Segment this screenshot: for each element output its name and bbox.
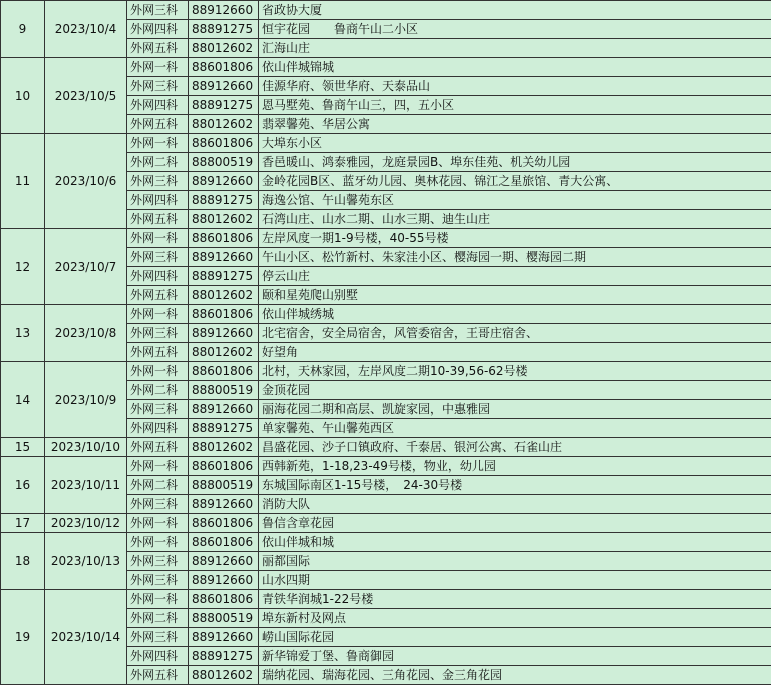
phone-cell: 88891275: [189, 20, 259, 39]
department-cell: 外网一科: [127, 533, 189, 552]
table-row: [1, 305, 771, 324]
department-cell: 外网五科: [127, 286, 189, 305]
phone-cell: 88891275: [189, 191, 259, 210]
service-area-cell: 金岭花园B区、蓝牙幼儿园、奥林花园、锦江之星旅馆、青大公寓、: [259, 172, 771, 191]
sequence-number-cell: 16: [1, 457, 45, 514]
service-area-cell: 西韩新苑，1-18,23-49号楼，物业，幼儿园: [259, 457, 771, 476]
phone-cell: 88800519: [189, 381, 259, 400]
phone-cell: 88800519: [189, 476, 259, 495]
department-cell: 外网三科: [127, 552, 189, 571]
table-row: [1, 533, 771, 552]
phone-cell: 88912660: [189, 495, 259, 514]
service-area-cell: 午山小区、松竹新村、朱家洼小区、樱海园一期、樱海园二期: [259, 248, 771, 267]
phone-cell: 88012602: [189, 210, 259, 229]
phone-cell: 88912660: [189, 77, 259, 96]
phone-cell: 88601806: [189, 514, 259, 533]
service-area-cell: 丽都国际: [259, 552, 771, 571]
department-cell: 外网三科: [127, 1, 189, 20]
service-area-cell: 大埠东小区: [259, 134, 771, 153]
department-cell: 外网二科: [127, 381, 189, 400]
date-cell: 2023/10/7: [45, 229, 127, 305]
sequence-number-cell: 11: [1, 134, 45, 229]
table-row: [1, 58, 771, 77]
date-cell: 2023/10/13: [45, 533, 127, 590]
service-area-cell: 汇海山庄: [259, 39, 771, 58]
phone-cell: 88012602: [189, 438, 259, 457]
table-row: [1, 362, 771, 381]
service-area-cell: 金顶花园: [259, 381, 771, 400]
department-cell: 外网三科: [127, 495, 189, 514]
phone-cell: 88800519: [189, 153, 259, 172]
department-cell: 外网三科: [127, 324, 189, 343]
phone-cell: 88012602: [189, 39, 259, 58]
service-area-cell: 依山伴城和城: [259, 533, 771, 552]
department-cell: 外网五科: [127, 438, 189, 457]
phone-cell: 88891275: [189, 419, 259, 438]
service-area-cell: 依山伴城绣城: [259, 305, 771, 324]
department-cell: 外网一科: [127, 514, 189, 533]
service-area-cell: 依山伴城锦城: [259, 58, 771, 77]
date-cell: 2023/10/11: [45, 457, 127, 514]
phone-cell: 88012602: [189, 286, 259, 305]
schedule-body: [1, 1, 771, 685]
phone-cell: 88912660: [189, 400, 259, 419]
service-area-cell: 停云山庄: [259, 267, 771, 286]
date-cell: 2023/10/14: [45, 590, 127, 685]
department-cell: 外网四科: [127, 267, 189, 286]
service-area-cell: 瑞纳花园、瑞海花园、三角花园、金三角花园: [259, 666, 771, 685]
department-cell: 外网三科: [127, 400, 189, 419]
department-cell: 外网一科: [127, 457, 189, 476]
department-cell: 外网五科: [127, 39, 189, 58]
department-cell: 外网一科: [127, 305, 189, 324]
department-cell: 外网五科: [127, 210, 189, 229]
service-area-cell: 佳源华府、领世华府、天泰品山: [259, 77, 771, 96]
phone-cell: 88891275: [189, 96, 259, 115]
phone-cell: 88912660: [189, 248, 259, 267]
service-area-cell: 昌盛花园、沙子口镇政府、千泰居、银河公寓、石雀山庄: [259, 438, 771, 457]
service-area-cell: 丽海花园二期和高层、凯旋家园，中惠雅园: [259, 400, 771, 419]
service-area-cell: 香邑暖山、鸿泰雅园，龙庭景园B、埠东佳苑、机关幼儿园: [259, 153, 771, 172]
date-cell: 2023/10/4: [45, 1, 127, 58]
table-row: [1, 1, 771, 20]
date-cell: 2023/10/6: [45, 134, 127, 229]
sequence-number-cell: 9: [1, 1, 45, 58]
phone-cell: 88912660: [189, 628, 259, 647]
table-row: [1, 590, 771, 609]
sequence-number-cell: 15: [1, 438, 45, 457]
department-cell: 外网四科: [127, 20, 189, 39]
phone-cell: 88601806: [189, 305, 259, 324]
phone-cell: 88601806: [189, 58, 259, 77]
department-cell: 外网三科: [127, 628, 189, 647]
service-area-cell: 北宅宿舍，安全局宿舍，风管委宿舍，王哥庄宿舍、: [259, 324, 771, 343]
phone-cell: 88601806: [189, 590, 259, 609]
phone-cell: 88912660: [189, 552, 259, 571]
department-cell: 外网三科: [127, 571, 189, 590]
service-area-cell: 石湾山庄、山水二期、山水三期、迪生山庄: [259, 210, 771, 229]
sequence-number-cell: 19: [1, 590, 45, 685]
phone-cell: 88912660: [189, 1, 259, 20]
department-cell: 外网五科: [127, 343, 189, 362]
sequence-number-cell: 17: [1, 514, 45, 533]
department-cell: 外网二科: [127, 476, 189, 495]
table-row: [1, 438, 771, 457]
phone-cell: 88012602: [189, 343, 259, 362]
service-area-cell: 鲁信含章花园: [259, 514, 771, 533]
service-area-cell: 北村，天林家园，左岸风度二期10-39,56-62号楼: [259, 362, 771, 381]
service-area-cell: 消防大队: [259, 495, 771, 514]
service-area-cell: 省政协大厦: [259, 1, 771, 20]
department-cell: 外网二科: [127, 609, 189, 628]
service-area-cell: 单家馨苑、午山馨苑西区: [259, 419, 771, 438]
service-area-cell: 东城国际南区1-15号楼， 24-30号楼: [259, 476, 771, 495]
service-area-cell: 好望角: [259, 343, 771, 362]
table-row: [1, 229, 771, 248]
date-cell: 2023/10/5: [45, 58, 127, 134]
phone-cell: 88601806: [189, 362, 259, 381]
date-cell: 2023/10/10: [45, 438, 127, 457]
table-row: [1, 457, 771, 476]
sequence-number-cell: 14: [1, 362, 45, 438]
department-cell: 外网一科: [127, 134, 189, 153]
phone-cell: 88800519: [189, 609, 259, 628]
table-row: [1, 514, 771, 533]
department-cell: 外网二科: [127, 153, 189, 172]
department-cell: 外网四科: [127, 647, 189, 666]
service-area-cell: 埠东新村及网点: [259, 609, 771, 628]
phone-cell: 88601806: [189, 134, 259, 153]
department-cell: 外网一科: [127, 590, 189, 609]
phone-cell: 88912660: [189, 571, 259, 590]
department-cell: 外网三科: [127, 172, 189, 191]
phone-cell: 88891275: [189, 267, 259, 286]
sequence-number-cell: 12: [1, 229, 45, 305]
department-cell: 外网五科: [127, 115, 189, 134]
service-area-cell: 海逸公馆、午山馨苑东区: [259, 191, 771, 210]
phone-cell: 88012602: [189, 666, 259, 685]
service-area-cell: 颐和星苑爬山别墅: [259, 286, 771, 305]
date-cell: 2023/10/12: [45, 514, 127, 533]
service-area-cell: 恩马墅苑、鲁商午山三，四，五小区: [259, 96, 771, 115]
service-area-cell: 恒宇花园 鲁商午山二小区: [259, 20, 771, 39]
service-area-cell: 新华锦爱丁堡、鲁商御园: [259, 647, 771, 666]
sequence-number-cell: 18: [1, 533, 45, 590]
date-cell: 2023/10/9: [45, 362, 127, 438]
department-cell: 外网一科: [127, 229, 189, 248]
department-cell: 外网四科: [127, 419, 189, 438]
sequence-number-cell: 10: [1, 58, 45, 134]
department-cell: 外网四科: [127, 96, 189, 115]
date-cell: 2023/10/8: [45, 305, 127, 362]
sequence-number-cell: 13: [1, 305, 45, 362]
department-cell: 外网一科: [127, 362, 189, 381]
phone-cell: 88601806: [189, 229, 259, 248]
phone-cell: 88912660: [189, 324, 259, 343]
service-area-cell: 翡翠馨苑、华居公寓: [259, 115, 771, 134]
phone-cell: 88891275: [189, 647, 259, 666]
table-row: [1, 134, 771, 153]
phone-cell: 88912660: [189, 172, 259, 191]
department-cell: 外网三科: [127, 248, 189, 267]
phone-cell: 88601806: [189, 457, 259, 476]
service-area-cell: 山水四期: [259, 571, 771, 590]
department-cell: 外网四科: [127, 191, 189, 210]
phone-cell: 88601806: [189, 533, 259, 552]
phone-cell: 88012602: [189, 115, 259, 134]
department-cell: 外网一科: [127, 58, 189, 77]
department-cell: 外网三科: [127, 77, 189, 96]
service-area-cell: 崂山国际花园: [259, 628, 771, 647]
service-area-cell: 青铁华润城1-22号楼: [259, 590, 771, 609]
department-cell: 外网五科: [127, 666, 189, 685]
service-area-cell: 左岸风度一期1-9号楼，40-55号楼: [259, 229, 771, 248]
